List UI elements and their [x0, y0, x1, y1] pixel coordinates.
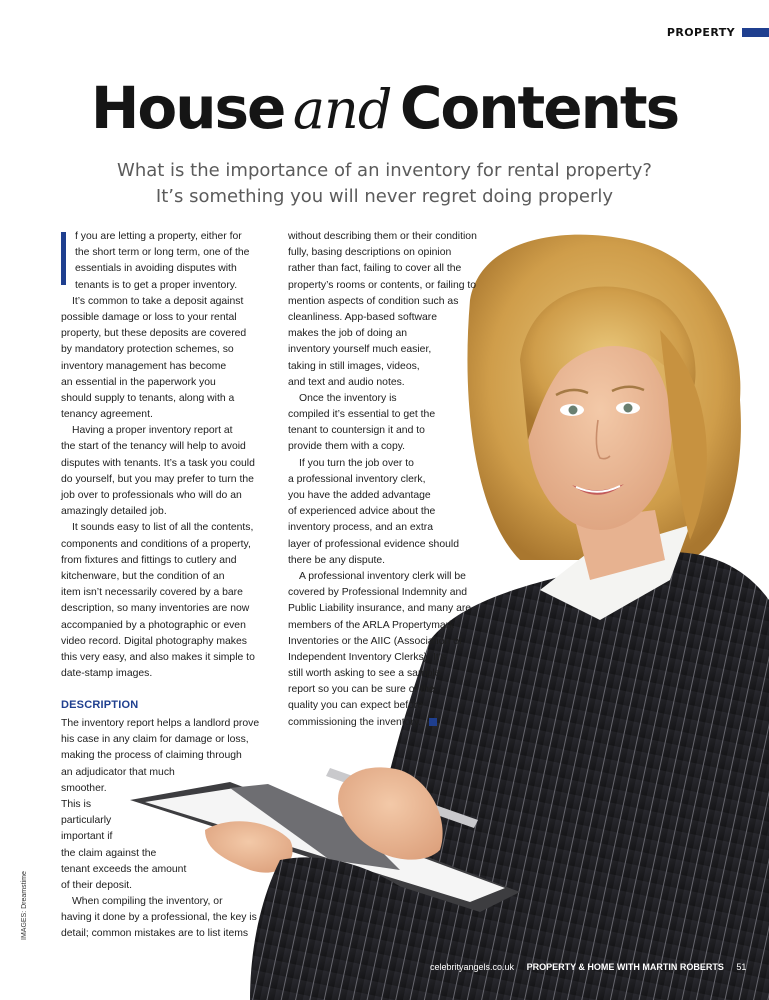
body-line: you have the added advantage: [288, 490, 431, 501]
body-line: of their deposit.: [61, 879, 133, 891]
standfirst-line-2: It’s something you will never regret doing properly: [155, 186, 614, 207]
body-line: item isn’t necessarily covered by a bare: [61, 587, 243, 599]
body-line: still worth asking to see a sample: [288, 668, 441, 680]
body-line: detail; common mistakes are to list items: [61, 928, 249, 940]
body-line: mention aspects of condition such as: [288, 295, 459, 307]
body-line: tenants is to get a proper inventory.: [75, 279, 238, 291]
body-line: making the process of claiming through: [61, 750, 242, 762]
body-line: smoother.: [61, 782, 107, 794]
body-line: accompanied by a photographic or even: [61, 619, 246, 631]
body-line-text: commissioning the inventory.: [288, 716, 422, 728]
body-line: rather than fact, failing to cover all the: [288, 263, 462, 275]
standfirst: [0, 158, 769, 210]
body-line: compiled it’s essential to get the: [288, 409, 436, 421]
body-line: essentials in avoiding disputes with: [75, 263, 237, 275]
body-line: It sounds easy to list of all the contents,: [72, 522, 254, 534]
body-line: an adjudicator that much: [61, 766, 175, 778]
image-credit: IMAGES: Dreamstime: [21, 871, 28, 940]
body-line: description, so many inventories are now: [61, 603, 250, 615]
section-tag: [667, 26, 769, 39]
body-line: particularly: [61, 815, 112, 827]
body-line: this very easy, and also makes it simple to: [61, 651, 255, 663]
body-line: important if: [61, 831, 113, 843]
page-footer: [430, 962, 746, 972]
body-line: Having a proper inventory report at: [72, 425, 233, 437]
body-line: the claim against the: [61, 847, 157, 859]
body-line: of experienced advice about the: [288, 506, 436, 518]
body-line: f you are letting a property, either for: [75, 231, 242, 242]
body-line: do yourself, but you may prefer to turn the: [61, 473, 254, 485]
body-line: quality you can expect before: [288, 700, 424, 712]
body-line: Public Liability insurance, and many are: [288, 603, 472, 615]
headline-part-3: Contents: [399, 74, 679, 142]
page-number: 51: [736, 962, 747, 972]
body-line: the short term or long term, one of the: [75, 247, 250, 259]
body-line: If you turn the job over to: [299, 457, 414, 469]
section-color-bar: [742, 28, 769, 37]
body-column-2: [288, 229, 477, 731]
body-line: fully, basing descriptions on opinion: [288, 247, 452, 259]
body-line: Inventories or the AIIC (Association of: [288, 635, 462, 647]
body-line: When compiling the inventory, or: [72, 896, 223, 908]
body-line: A professional inventory clerk will be: [299, 570, 466, 582]
body-line: layer of professional evidence should: [288, 538, 459, 550]
body-line: date-stamp images.: [61, 668, 153, 680]
body-line: This is: [61, 798, 92, 810]
standfirst-line-1: What is the importance of an inventory for rental property?: [117, 160, 652, 181]
body-line: inventory yourself much easier,: [288, 344, 432, 356]
body-line: the start of the tenancy will help to avoid: [61, 441, 246, 453]
body-line: by mandatory protection schemes, so: [61, 344, 234, 356]
body-line: makes the job of doing an: [288, 328, 407, 340]
body-line: covered by Professional Indemnity and: [288, 587, 468, 599]
body-line: inventory process, and an extra: [288, 522, 433, 534]
body-line: having it done by a professional, the key is: [61, 912, 257, 924]
body-line: property, but these deposits are covered: [61, 328, 247, 340]
body-line: his case in any claim for damage or loss,: [61, 734, 249, 746]
body-line: tenancy agreement.: [61, 409, 153, 421]
body-line: Independent Inventory Clerks). It’s: [288, 651, 447, 663]
footer-magazine: PROPERTY & HOME WITH MARTIN ROBERTS: [526, 962, 724, 972]
body-line: an essential in the paperwork you: [61, 376, 216, 388]
headline: [0, 74, 769, 142]
body-line: tenant to countersign it and to: [288, 425, 425, 437]
body-line: possible damage or loss to your rental: [61, 311, 237, 323]
footer-website: celebrityangels.co.uk: [430, 962, 515, 972]
body-line: a professional inventory clerk,: [288, 473, 426, 485]
body-line: cleanliness. App-based software: [288, 311, 438, 323]
body-line: kitchenware, but the condition of an: [61, 570, 225, 582]
body-line: and text and audio notes.: [288, 376, 405, 388]
body-column-1-continued: [61, 716, 259, 943]
body-line: without describing them or their condition: [288, 231, 477, 242]
body-line: from fixtures and fittings to cutlery and: [61, 554, 237, 566]
body-line: there be any dispute.: [288, 554, 386, 566]
body-line: Once the inventory is: [299, 392, 397, 404]
body-line: inventory management has become: [61, 360, 227, 372]
subheading-description: DESCRIPTION: [61, 699, 139, 711]
headline-part-1: House: [90, 74, 285, 142]
body-line: amazingly detailed job.: [61, 506, 167, 518]
body-line-final: [288, 715, 477, 731]
body-line: disputes with tenants. It’s a task you could: [61, 457, 255, 469]
body-line: job over to professionals who will do an: [61, 490, 242, 501]
body-line: It’s common to take a deposit against: [72, 295, 244, 307]
section-label: PROPERTY: [666, 26, 735, 39]
body-line: components and conditions of a property,: [61, 538, 251, 550]
body-line: taking in still images, videos,: [288, 360, 420, 372]
body-column-1: [61, 229, 255, 682]
body-line: should supply to tenants, along with a: [61, 392, 235, 404]
body-line: property’s rooms or contents, or failing to: [288, 279, 477, 291]
end-mark-icon: [429, 718, 437, 726]
body-line: video record. Digital photography makes: [61, 635, 247, 647]
body-line: report so you can be sure of the: [288, 684, 435, 696]
body-line: provide them with a copy.: [288, 441, 406, 453]
body-line: members of the ARLA Propertymark: [288, 619, 455, 631]
body-line: tenant exceeds the amount: [61, 863, 187, 875]
body-line: The inventory report helps a landlord prove: [61, 718, 260, 729]
headline-part-2: and: [292, 78, 392, 141]
